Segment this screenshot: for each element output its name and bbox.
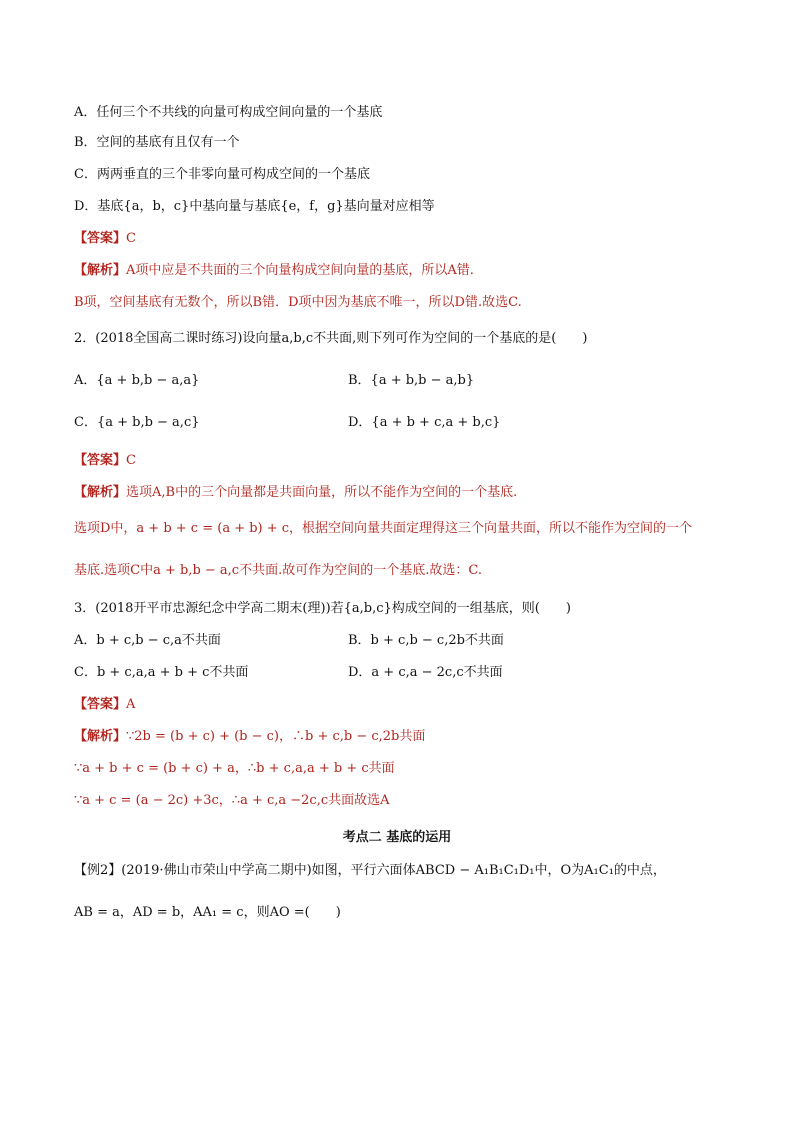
q1-analysis-line-2: B项，空间基底有无数个，所以B错．D项中因为基底不唯一，所以D错.故选C. — [74, 295, 522, 310]
q2-stem: 2．(2018全国高二课时练习)设向量a,b,c不共面,则下列可作为空间的一个基底的是( ) — [74, 331, 588, 346]
q3-analysis-line-3: ∵a + c = (a − 2c) +3c，∴a + c,a −2c,c共面故选A — [74, 793, 390, 808]
q2-option-d: D．{a + b + c,a + b,c} — [348, 415, 501, 430]
q2-analysis-line-2: 选项D中，a + b + c = (a + b) + c，根据空间向量共面定理得这三个向量共面，所以不能作为空间的一个 — [74, 521, 693, 536]
q2-option-b: B．{a + b,b − a,b} — [348, 373, 475, 388]
example-2-stem-line-2: AB = a，AD = b，AA₁ = c，则AO =( ) — [74, 905, 341, 920]
q1-answer — [74, 230, 136, 248]
analysis-label: 【解析】 — [74, 263, 127, 278]
analysis-text: A项中应是不共面的三个向量构成空间向量的基底，所以A错. — [126, 263, 474, 278]
q2-option-c: C．{a + b,b − a,c} — [74, 415, 200, 430]
section-heading: 考点二 基底的运用 — [342, 830, 452, 845]
q2-answer — [74, 452, 136, 470]
q3-option-c: C．b + c,a,a + b + c不共面 — [74, 665, 249, 680]
q1-option-c: C．两两垂直的三个非零向量可构成空间的一个基底 — [74, 167, 370, 182]
q1-analysis-line-1 — [74, 262, 474, 280]
q2-option-a: A．{a + b,b − a,a} — [74, 373, 200, 388]
q1-option-d: D．基底{a，b，c}中基向量与基底{e，f，g}基向量对应相等 — [74, 199, 435, 214]
example-text: (2019·佛山市荣山中学高二期中)如图，平行六面体ABCD − A₁B₁C₁D₁中，O为A₁C₁的中点， — [121, 863, 666, 878]
q3-answer — [74, 696, 135, 714]
analysis-text: ∵2b = (b + c) + (b − c)，∴b + c,b − c,2b共面 — [126, 729, 426, 744]
answer-value: A — [126, 697, 136, 712]
q3-option-d: D．a + c,a − 2c,c不共面 — [348, 665, 503, 680]
q2-analysis-line-1 — [74, 484, 517, 502]
analysis-text: 选项A,B中的三个向量都是共面向量，所以不能作为空间的一个基底. — [126, 485, 518, 500]
q3-analysis-line-1 — [74, 728, 425, 746]
q1-option-b: B．空间的基底有且仅有一个 — [74, 135, 240, 150]
q3-option-a: A．b + c,b − c,a不共面 — [74, 633, 221, 648]
example-label: 【例2】 — [74, 863, 122, 878]
analysis-label: 【解析】 — [74, 485, 127, 500]
answer-label: 【答案】 — [74, 697, 127, 712]
answer-value: C — [126, 231, 136, 246]
answer-value: C — [126, 453, 136, 468]
analysis-label: 【解析】 — [74, 729, 127, 744]
q1-option-a: A．任何三个不共线的向量可构成空间向量的一个基底 — [74, 105, 383, 120]
q3-analysis-line-2: ∵a + b + c = (b + c) + a，∴b + c,a,a + b + c共面 — [74, 761, 395, 776]
example-2-stem — [74, 862, 666, 880]
q2-analysis-line-3: 基底.选项C中a + b,b − a,c不共面.故可作为空间的一个基底.故选：C. — [74, 563, 482, 578]
answer-label: 【答案】 — [74, 231, 127, 246]
answer-label: 【答案】 — [74, 453, 127, 468]
q3-stem: 3．(2018开平市忠源纪念中学高二期末(理))若{a,b,c}构成空间的一组基底，则( ) — [74, 601, 571, 616]
q3-option-b: B．b + c,b − c,2b不共面 — [348, 633, 504, 648]
